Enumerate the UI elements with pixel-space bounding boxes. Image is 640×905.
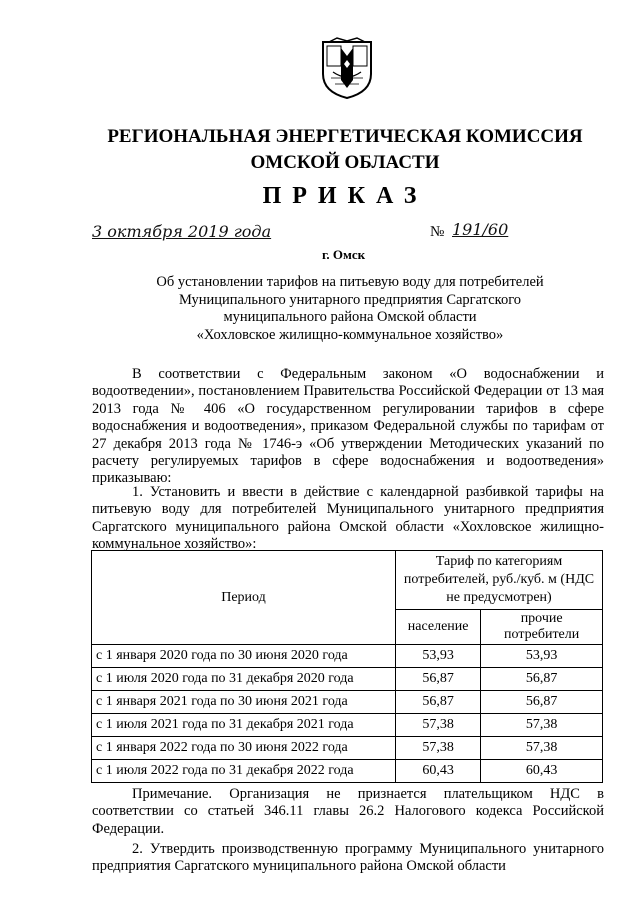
tariff-category-header: Тариф по категориям потребителей, руб./куб. м (НДС не предусмотрен)	[396, 551, 603, 610]
population-tariff-cell: 57,38	[396, 737, 481, 760]
order-number-label: №	[430, 224, 445, 240]
vat-note-paragraph: Примечание. Организация не признается плательщиком НДС в соответствии со статьей 346.11 главы 26.2 Налогового кодекса Российской Федерации.	[92, 786, 604, 837]
table-row	[92, 668, 603, 691]
population-tariff-cell: 56,87	[396, 691, 481, 714]
handwritten-date: 3 октября 2019 года	[92, 222, 272, 241]
subject-line: муниципального района Омской области	[223, 309, 477, 325]
preamble-paragraph: В соответствии с Федеральным законом «О водоснабжении и водоотведении», постановлением Правительства Российской Федерации от 13 мая 2013 года № 406 «О государственном регулировании тарифов в сфере водоснабжения и водоотведения», приказом Федеральной службы по тарифам от 27 декабря 2013 года № 1746-э «Об утверждении Методических указаний по расчету регулируемых тарифов в сфере водоснабжения и водоотведения» приказываю:	[92, 366, 604, 487]
tariff-table	[91, 550, 603, 783]
other-tariff-cell: 56,87	[481, 691, 603, 714]
period-cell: с 1 января 2022 года по 30 июня 2022 года	[92, 737, 396, 760]
city: г. Омск	[322, 247, 366, 262]
other-tariff-cell: 53,93	[481, 645, 603, 668]
document-type-title: ПРИКАЗ	[262, 183, 428, 209]
organization-name-line1: РЕГИОНАЛЬНАЯ ЭНЕРГЕТИЧЕСКАЯ КОМИССИЯ	[107, 126, 583, 147]
subject-line: Об установлении тарифов на питьевую воду для потребителей	[156, 274, 544, 290]
period-cell: с 1 июля 2021 года по 31 декабря 2021 года	[92, 714, 396, 737]
table-row	[92, 760, 603, 783]
period-cell: с 1 января 2020 года по 30 июня 2020 года	[92, 645, 396, 668]
table-row	[92, 714, 603, 737]
population-tariff-cell: 53,93	[396, 645, 481, 668]
subject-line: «Хохловское жилищно-коммунальное хозяйство»	[196, 326, 504, 343]
organization-name-line2: ОМСКОЙ ОБЛАСТИ	[250, 152, 440, 173]
subject-line: Муниципального унитарного предприятия Саргатского	[178, 291, 522, 308]
table-row	[92, 645, 603, 668]
item-1-paragraph: 1. Установить и ввести в действие с календарной разбивкой тарифы на питьевую воду для потребителей Муниципального унитарного предприятия Саргатского муниципального района Омской области «Хохловское жилищно-коммунальное хозяйство»:	[92, 484, 604, 553]
table-row	[92, 737, 603, 760]
table-row	[92, 691, 603, 714]
population-column-header: население	[396, 610, 481, 645]
item-2-paragraph: 2. Утвердить производственную программу Муниципального унитарного предприятия Саргатского муниципального района Омской области	[92, 841, 604, 875]
population-tariff-cell: 60,43	[396, 760, 481, 783]
period-cell: с 1 января 2021 года по 30 июня 2021 года	[92, 691, 396, 714]
period-cell: с 1 июля 2020 года по 31 декабря 2020 года	[92, 668, 396, 691]
other-tariff-cell: 57,38	[481, 714, 603, 737]
omsk-region-coat-of-arms-icon	[319, 36, 375, 100]
other-tariff-cell: 60,43	[481, 760, 603, 783]
other-tariff-cell: 57,38	[481, 737, 603, 760]
other-tariff-cell: 56,87	[481, 668, 603, 691]
other-consumers-column-header: прочие потребители	[481, 610, 603, 645]
period-header: Период	[92, 551, 396, 645]
order-subject	[140, 274, 560, 344]
population-tariff-cell: 57,38	[396, 714, 481, 737]
handwritten-order-number: 191/60	[452, 220, 509, 239]
population-tariff-cell: 56,87	[396, 668, 481, 691]
period-cell: с 1 июля 2022 года по 31 декабря 2022 года	[92, 760, 396, 783]
